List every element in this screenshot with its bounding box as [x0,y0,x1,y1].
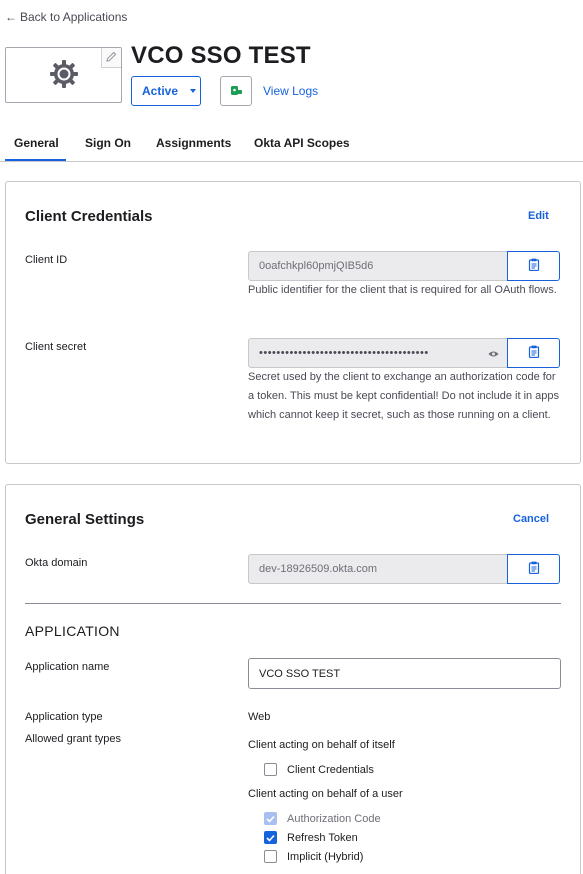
client-secret-help: Secret used by the client to exchange an authorization code for a token. This must be kept confidential! Do not include it in apps which cannot keep it secret, such as those running on a client. [248,371,560,421]
client-credentials-label: Client Credentials [287,763,374,776]
clipboard-icon [528,345,540,361]
application-type-label: Application type [25,711,103,723]
application-name-input[interactable] [248,658,561,689]
tab-sign-on[interactable]: Sign On [85,136,131,150]
client-id-label: Client ID [25,254,68,266]
grant-client-credentials[interactable] [264,763,374,776]
push-groups-button[interactable] [220,76,252,106]
general-settings-title: General Settings [25,511,145,528]
edit-logo-button[interactable] [101,48,121,68]
gear-icon [49,59,79,92]
edit-button[interactable]: Edit [528,210,549,222]
application-name-label: Application name [25,661,110,673]
application-name-value: VCO SSO TEST [259,667,341,680]
tab-general[interactable]: General [14,136,59,150]
okta-domain-field[interactable] [248,554,508,584]
grant-implicit-hybrid[interactable] [264,850,363,863]
client-credentials-checkbox[interactable] [264,763,277,776]
eye-icon[interactable] [488,349,499,361]
okta-domain-value: dev-18926509.okta.com [259,563,378,575]
app-logo [5,47,122,103]
authorization-code-checkbox [264,812,277,825]
client-secret-label: Client secret [25,341,87,353]
client-id-value: 0oafchkpl60pmjQIB5d6 [259,260,374,272]
clipboard-icon [528,561,540,577]
grant-group-itself-label: Client acting on behalf of itself [248,739,395,751]
clipboard-icon [528,258,540,274]
client-secret-value: ••••••••••••••••••••••••••••••••••••••• [259,347,429,359]
checkmark-icon [266,834,275,842]
push-icon [229,83,243,100]
status-dropdown[interactable] [131,76,201,106]
app-title: VCO SSO TEST [131,42,311,69]
checkmark-icon [266,815,275,823]
tab-assignments[interactable]: Assignments [156,136,232,150]
general-settings-card [5,484,581,874]
client-id-help: Public identifier for the client that is required for all OAuth flows. [248,284,557,296]
authorization-code-label: Authorization Code [287,812,381,825]
back-link-label: Back to Applications [20,10,128,24]
client-secret-field[interactable] [248,338,508,368]
active-tab-indicator [5,159,66,161]
implicit-hybrid-label: Implicit (Hybrid) [287,850,364,863]
caret-down-icon [190,89,196,93]
refresh-token-label: Refresh Token [287,831,358,844]
client-id-field[interactable] [248,251,508,281]
allowed-grant-types-label: Allowed grant types [25,733,121,745]
tab-bar [0,126,583,162]
grant-authorization-code [264,812,381,825]
cancel-button[interactable]: Cancel [513,513,550,525]
pencil-icon [106,51,117,65]
copy-okta-domain-button[interactable] [507,554,560,584]
copy-client-secret-button[interactable] [507,338,560,368]
view-logs-link[interactable]: View Logs [263,84,319,98]
section-divider [25,603,561,604]
implicit-hybrid-checkbox[interactable] [264,850,277,863]
tab-okta-api-scopes[interactable]: Okta API Scopes [254,136,350,150]
copy-client-id-button[interactable] [507,251,560,281]
application-heading: APPLICATION [25,623,120,639]
grant-group-user-label: Client acting on behalf of a user [248,788,403,800]
okta-domain-label: Okta domain [25,557,88,569]
back-to-applications-link[interactable] [5,10,127,24]
grant-refresh-token[interactable] [264,831,358,844]
application-type-value: Web [248,711,271,723]
client-credentials-card [5,181,581,464]
refresh-token-checkbox[interactable] [264,831,277,844]
arrow-left-icon: ← [5,10,17,24]
status-label: Active [142,84,179,98]
client-credentials-title: Client Credentials [25,208,153,225]
